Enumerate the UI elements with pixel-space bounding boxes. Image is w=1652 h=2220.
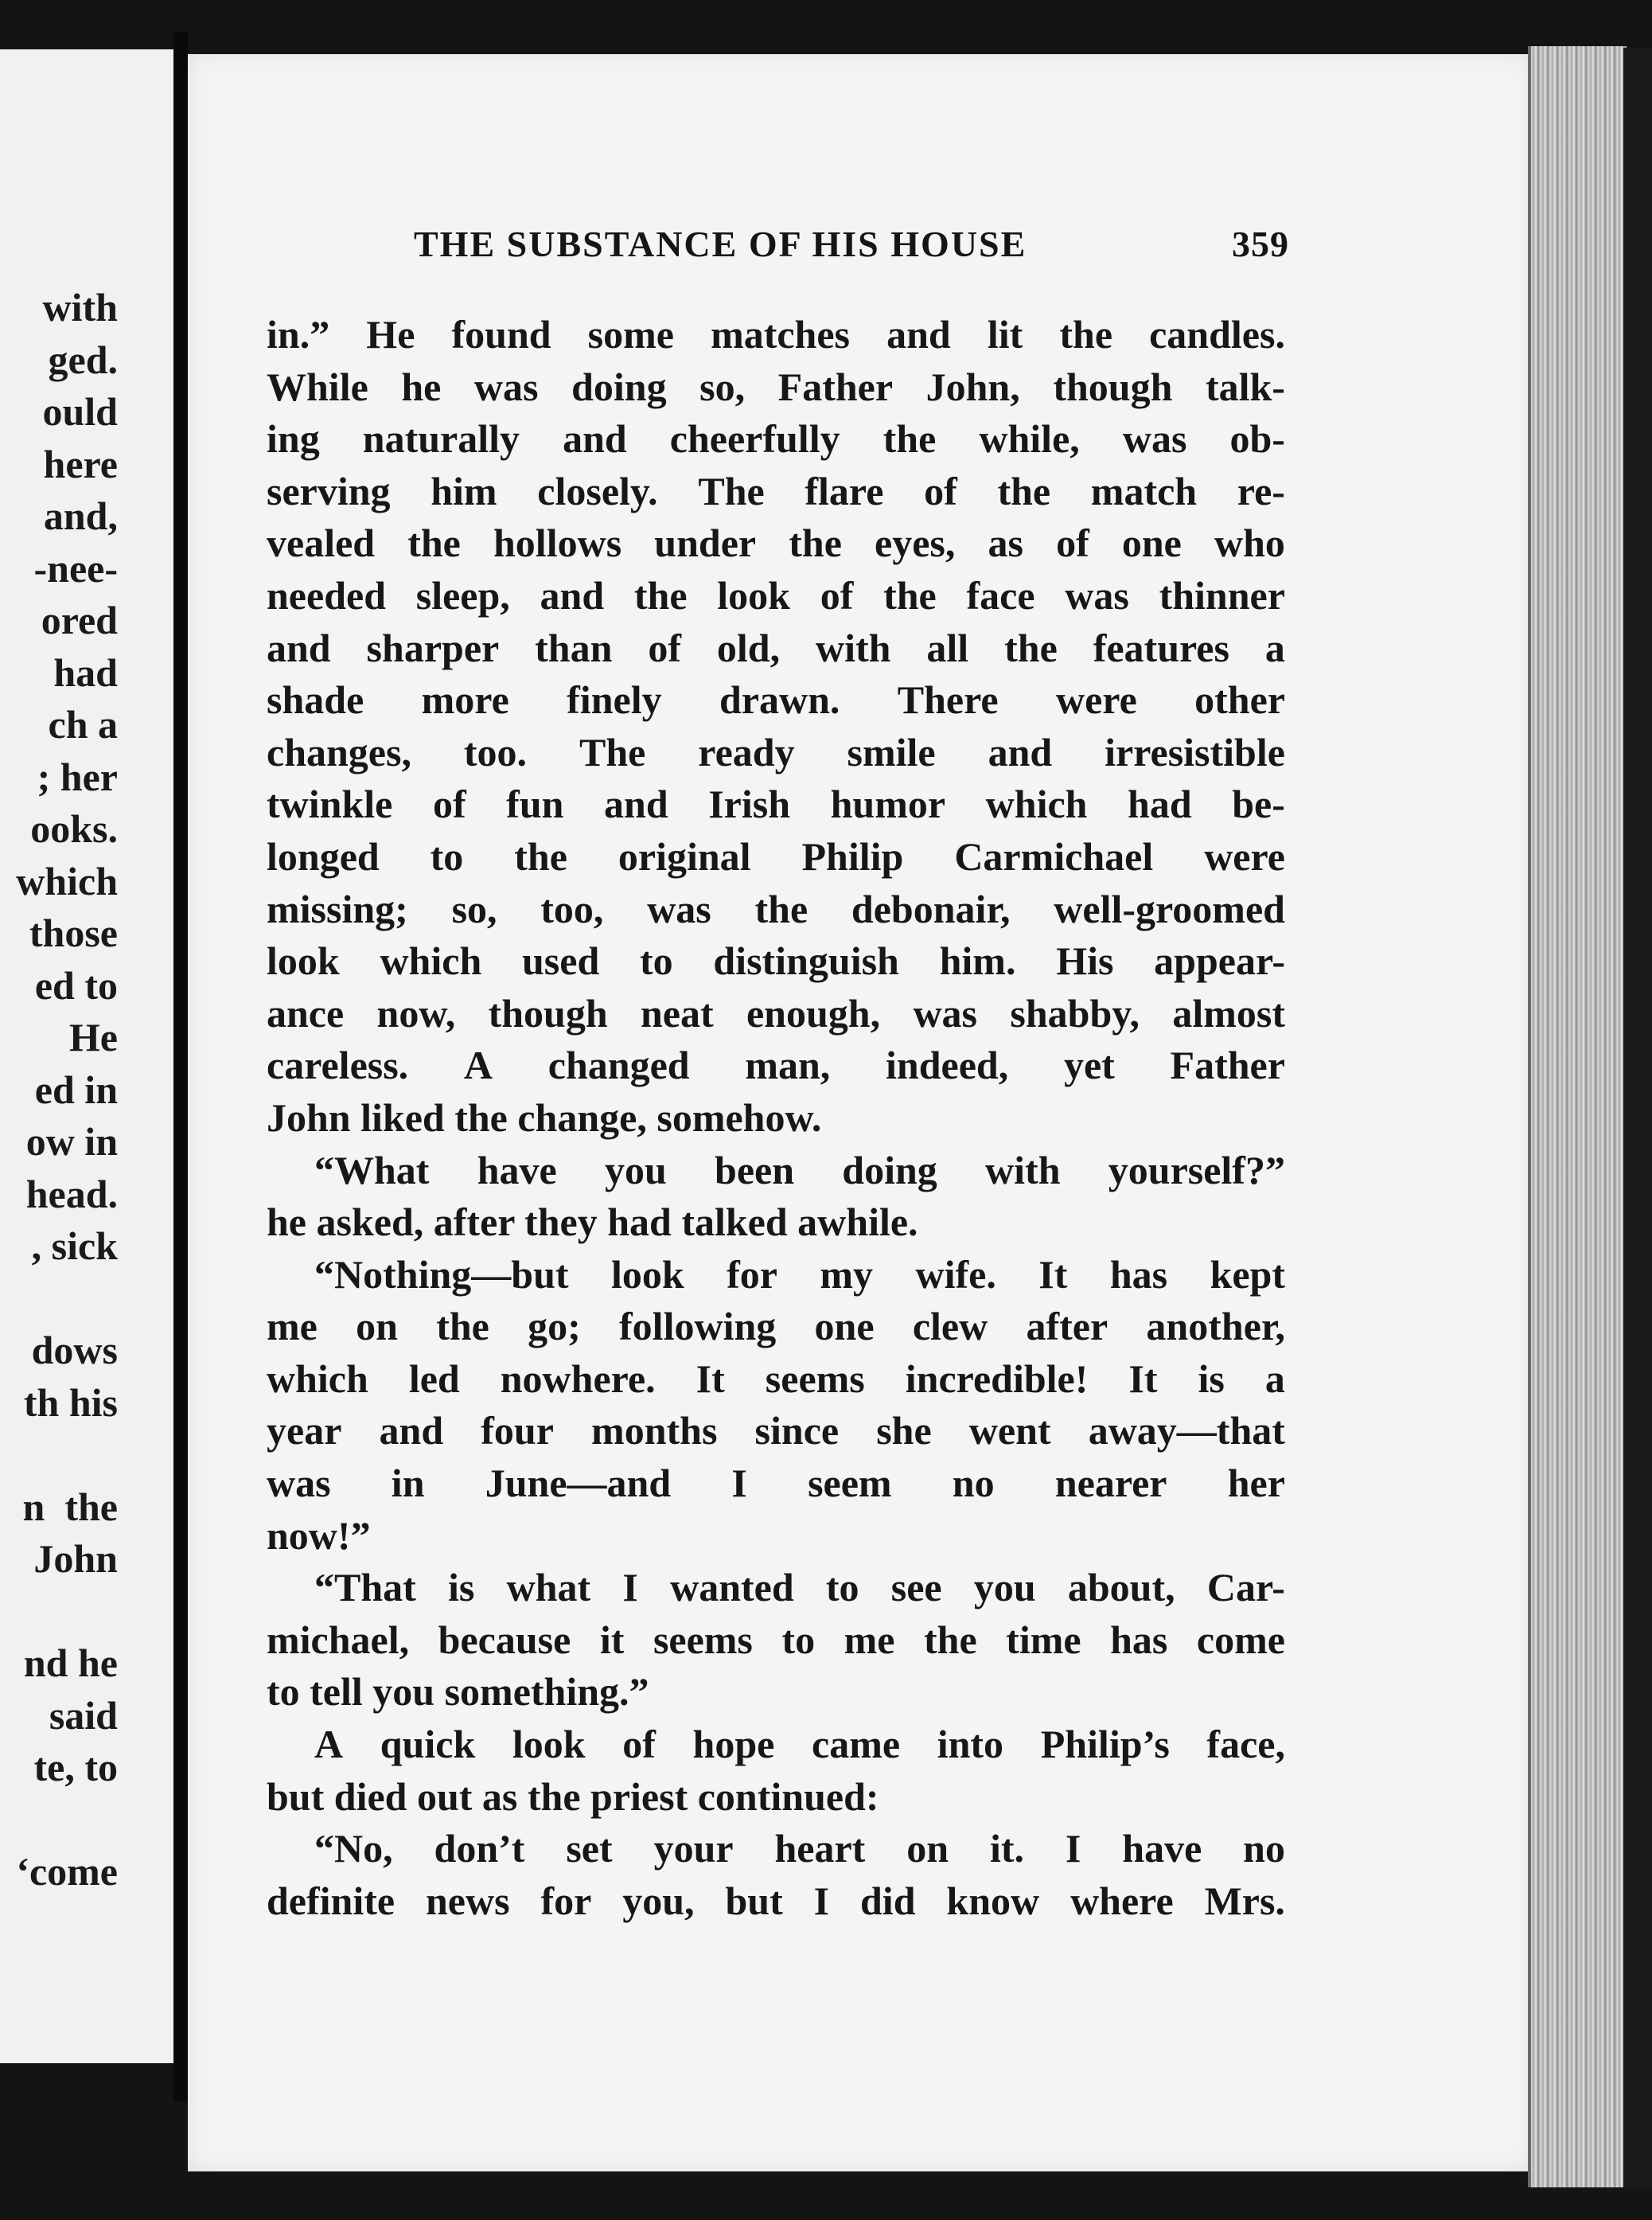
word: is: [1198, 1356, 1225, 1401]
word: found: [451, 312, 551, 357]
word: doing: [571, 364, 667, 409]
text-line: [267, 1249, 1285, 1301]
word: It: [695, 1356, 725, 1401]
word: the: [923, 1617, 977, 1662]
word: following: [619, 1304, 777, 1349]
word: sleep,: [415, 572, 510, 618]
facing-page-line: -nee-: [33, 545, 118, 591]
word: me: [267, 1304, 318, 1349]
facing-page-line: ‘come: [16, 1849, 118, 1894]
word: John,: [925, 364, 1020, 409]
facing-page-line: those: [29, 911, 118, 955]
text-line: John liked the change, somehow.: [267, 1094, 822, 1140]
word: appear-: [1154, 938, 1285, 984]
word: eyes,: [875, 521, 956, 566]
word: though: [1053, 364, 1173, 409]
word: hope: [692, 1722, 775, 1767]
page-number: 359: [1232, 224, 1289, 264]
word: don’t: [434, 1826, 525, 1871]
word: “Nothing—but: [314, 1251, 569, 1297]
word: have: [1122, 1826, 1202, 1871]
facing-page-line: [16, 1586, 118, 1638]
word: look: [717, 572, 790, 618]
word: Irish: [708, 782, 791, 827]
word: match: [1090, 468, 1198, 513]
word: him.: [939, 938, 1016, 984]
word: no: [1243, 1826, 1285, 1871]
word: on: [906, 1826, 949, 1871]
text-line: [267, 935, 1285, 988]
word: features: [1093, 625, 1229, 670]
word: because: [438, 1617, 571, 1662]
word: did: [860, 1878, 916, 1923]
facing-page-line: te, to: [33, 1745, 118, 1789]
word: well-groomed: [1054, 886, 1285, 931]
word: lit: [987, 312, 1023, 357]
word: in: [391, 1461, 425, 1506]
word: who: [1214, 521, 1285, 566]
word: incredible!: [905, 1356, 1089, 1401]
word: led: [408, 1356, 460, 1401]
word: wanted: [670, 1565, 794, 1610]
text-line: he asked, after they had talked awhile.: [267, 1200, 918, 1245]
word: and: [563, 416, 627, 462]
word: your: [653, 1826, 734, 1871]
word: He: [366, 312, 415, 357]
word: The: [698, 468, 765, 513]
word: flare: [805, 468, 884, 513]
word: There: [897, 677, 999, 723]
word: as: [988, 521, 1023, 566]
facing-page-line: [16, 1794, 118, 1847]
facing-page-line: ed in: [34, 1067, 118, 1112]
facing-page-line: [16, 1429, 118, 1481]
word: year: [267, 1408, 342, 1453]
word: now,: [376, 990, 456, 1036]
word: the: [407, 521, 461, 566]
page-block-edge: [1528, 46, 1627, 2187]
word: sharper: [366, 625, 500, 670]
word: were: [1055, 677, 1137, 723]
word: While: [267, 364, 368, 409]
word: has: [1109, 1251, 1168, 1297]
word: irresistible: [1105, 729, 1285, 774]
word: my: [820, 1251, 874, 1297]
text-line: [267, 674, 1285, 727]
text-line: [267, 1040, 1285, 1092]
word: definite: [267, 1878, 395, 1923]
word: of: [820, 572, 854, 618]
word: what: [506, 1565, 591, 1610]
text-line: [267, 1719, 1285, 1771]
word: the: [633, 572, 688, 618]
text-line: [267, 466, 1285, 518]
word: had: [1128, 782, 1192, 827]
word: the: [1004, 625, 1058, 670]
word: on: [356, 1304, 398, 1349]
text-line: [267, 727, 1285, 779]
text-line: [267, 1875, 1285, 1928]
word: seem: [808, 1461, 892, 1506]
facing-page-line: ; her: [37, 754, 118, 799]
word: months: [591, 1408, 718, 1453]
word: distinguish: [713, 938, 899, 984]
text-line: [267, 1823, 1285, 1875]
word: His: [1056, 938, 1114, 984]
facing-page: [0, 49, 173, 2063]
word: needed: [267, 572, 386, 618]
word: thinner: [1159, 572, 1285, 618]
word: some: [587, 312, 674, 357]
word: Carmichael: [954, 833, 1154, 879]
word: debonair,: [851, 886, 1011, 931]
facing-page-line: which: [16, 858, 118, 903]
word: the: [436, 1304, 489, 1349]
word: Mrs.: [1204, 1878, 1285, 1923]
facing-page-line: , sick: [31, 1223, 118, 1268]
facing-page-line: head.: [25, 1171, 118, 1216]
word: finely: [567, 677, 662, 723]
word: It: [1038, 1251, 1068, 1297]
word: in.”: [267, 312, 330, 357]
word: A: [463, 1043, 493, 1088]
word: one: [814, 1304, 875, 1349]
facing-page-line: ow in: [25, 1119, 118, 1164]
word: I: [731, 1461, 747, 1506]
facing-page-text: [16, 282, 118, 1898]
word: doing: [842, 1147, 937, 1192]
word: time: [1006, 1617, 1081, 1662]
text-line: [267, 413, 1285, 466]
word: and: [604, 782, 668, 827]
word: you: [604, 1147, 667, 1192]
word: was: [267, 1461, 331, 1506]
word: too.: [463, 729, 528, 774]
word: into: [937, 1722, 1004, 1767]
text-line: [267, 1301, 1285, 1353]
word: heart: [774, 1826, 866, 1871]
word: with: [985, 1147, 1061, 1192]
text-line: but died out as the priest continued:: [267, 1773, 879, 1819]
word: changed: [547, 1043, 690, 1088]
word: it.: [989, 1826, 1024, 1871]
text-line: [267, 570, 1285, 622]
word: The: [579, 729, 646, 774]
word: a: [1264, 625, 1285, 670]
facing-page-line: n the: [22, 1484, 118, 1529]
word: a: [1264, 1356, 1285, 1401]
facing-page-line: ch a: [48, 702, 118, 747]
text-line: [267, 1145, 1285, 1197]
word: smile: [847, 729, 936, 774]
word: and: [379, 1408, 444, 1453]
text-line: [267, 1614, 1285, 1667]
text-line: [267, 309, 1285, 361]
word: was: [913, 990, 978, 1036]
word: the: [514, 833, 567, 879]
word: longed: [267, 833, 380, 879]
word: for: [727, 1251, 777, 1297]
word: after: [1026, 1304, 1108, 1349]
word: seems: [653, 1617, 753, 1662]
word: four: [481, 1408, 554, 1453]
word: missing;: [267, 886, 408, 931]
text-line: [267, 1457, 1285, 1510]
facing-page-line: dows: [31, 1328, 118, 1372]
word: talk-: [1205, 364, 1285, 409]
word: too,: [540, 886, 604, 931]
word: ob-: [1229, 416, 1285, 462]
facing-page-line: ed to: [34, 962, 118, 1008]
word: humor: [830, 782, 946, 827]
word: yourself?”: [1108, 1147, 1285, 1192]
facing-page-line: ooks.: [30, 806, 118, 851]
word: re-: [1237, 468, 1285, 513]
word: and: [267, 625, 331, 670]
word: him: [431, 468, 497, 513]
word: vealed: [267, 521, 376, 566]
word: which: [985, 782, 1088, 827]
text-line: [267, 778, 1285, 831]
word: was: [647, 886, 711, 931]
word: clew: [912, 1304, 988, 1349]
word: cheerfully: [669, 416, 840, 462]
word: be-: [1232, 782, 1285, 827]
word: changes,: [267, 729, 411, 774]
word: candles.: [1149, 312, 1285, 357]
word: seems: [765, 1356, 865, 1401]
word: of: [924, 468, 957, 513]
word: and: [988, 729, 1053, 774]
facing-page-line: had: [53, 650, 118, 695]
word: look: [267, 938, 340, 984]
word: “No,: [314, 1826, 393, 1871]
word: since: [754, 1408, 840, 1453]
word: of: [622, 1722, 656, 1767]
word: matches: [711, 312, 851, 357]
word: of: [648, 625, 681, 670]
word: neat: [640, 990, 714, 1036]
word: I: [622, 1565, 638, 1610]
word: one: [1121, 521, 1182, 566]
word: I: [813, 1878, 830, 1923]
word: to: [430, 833, 464, 879]
word: her: [1227, 1461, 1285, 1506]
word: have: [477, 1147, 557, 1192]
facing-page-line: said: [49, 1692, 118, 1738]
word: twinkle: [267, 782, 393, 827]
word: It: [1128, 1356, 1158, 1401]
word: other: [1194, 677, 1285, 723]
word: been: [715, 1147, 795, 1192]
text-line: [267, 831, 1285, 884]
word: you,: [622, 1878, 695, 1923]
word: more: [421, 677, 509, 723]
word: know: [946, 1878, 1040, 1923]
word: which: [380, 938, 482, 984]
word: the: [882, 416, 937, 462]
word: of: [432, 782, 466, 827]
word: naturally: [362, 416, 520, 462]
word: Father: [777, 364, 894, 409]
facing-page-line: ored: [41, 598, 118, 642]
facing-page-line: He: [68, 1015, 118, 1059]
word: to: [781, 1617, 816, 1662]
word: while,: [979, 416, 1080, 462]
text-line: [267, 884, 1285, 936]
text-line: [267, 1353, 1285, 1406]
facing-page-line: with: [42, 285, 118, 330]
word: away—that: [1088, 1408, 1285, 1453]
word: with: [816, 625, 891, 670]
word: wife.: [915, 1251, 996, 1297]
word: set: [566, 1826, 613, 1871]
word: serving: [267, 468, 391, 513]
word: of: [1056, 521, 1089, 566]
word: the: [883, 572, 937, 618]
text-line: [267, 361, 1285, 414]
text-line: [267, 1405, 1285, 1457]
word: nowhere.: [500, 1356, 656, 1401]
word: is: [448, 1565, 475, 1610]
word: she: [876, 1408, 932, 1453]
facing-page-line: ged.: [48, 337, 118, 382]
word: and: [886, 312, 951, 357]
body-text: [267, 309, 1285, 1927]
word: so,: [699, 364, 746, 409]
word: kept: [1210, 1251, 1285, 1297]
book-gutter: [173, 32, 188, 2101]
word: indeed,: [886, 1043, 1009, 1088]
word: than: [535, 625, 613, 670]
word: the: [789, 521, 842, 566]
word: went: [968, 1408, 1051, 1453]
word: was: [473, 364, 539, 409]
edge-shadow: [1623, 48, 1652, 2189]
facing-page-line: ould: [42, 389, 118, 434]
word: June—and: [485, 1461, 672, 1506]
word: to: [825, 1565, 859, 1610]
word: about,: [1067, 1565, 1175, 1610]
word: were: [1204, 833, 1285, 879]
text-line: to tell you something.”: [267, 1669, 649, 1715]
word: “That: [314, 1565, 416, 1610]
word: came: [812, 1722, 901, 1767]
word: for: [540, 1878, 592, 1923]
word: look: [512, 1722, 586, 1767]
word: yet: [1063, 1043, 1115, 1088]
facing-page-line: and,: [43, 494, 118, 538]
word: was: [1065, 572, 1129, 618]
word: come: [1196, 1617, 1285, 1662]
word: shabby,: [1010, 990, 1140, 1036]
word: enough,: [746, 990, 881, 1036]
word: the: [997, 468, 1051, 513]
text-line: [267, 622, 1285, 675]
word: though: [488, 990, 608, 1036]
word: he: [401, 364, 442, 409]
word: see: [890, 1565, 942, 1610]
word: ing: [267, 416, 320, 462]
word: another,: [1146, 1304, 1285, 1349]
word: closely.: [537, 468, 658, 513]
word: was: [1122, 416, 1187, 462]
word: to: [639, 938, 673, 984]
word: I: [1065, 1826, 1081, 1871]
facing-page-line: nd he: [23, 1641, 118, 1685]
word: fun: [506, 782, 564, 827]
word: where: [1070, 1878, 1174, 1923]
word: you: [973, 1565, 1036, 1610]
word: ance: [267, 990, 345, 1036]
facing-page-line: here: [43, 441, 118, 486]
word: shade: [267, 677, 364, 723]
word: drawn.: [719, 677, 840, 723]
word: the: [754, 886, 808, 931]
facing-page-line: [16, 1273, 118, 1325]
word: it: [599, 1617, 625, 1662]
word: old,: [716, 625, 781, 670]
word: almost: [1172, 990, 1285, 1036]
word: the: [1059, 312, 1113, 357]
word: used: [521, 938, 600, 984]
word: A: [314, 1722, 344, 1767]
word: michael,: [267, 1617, 410, 1662]
word: Car-: [1206, 1565, 1285, 1610]
text-line: [267, 517, 1285, 570]
facing-page-line: John: [33, 1536, 118, 1581]
word: no: [952, 1461, 995, 1506]
word: original: [618, 833, 751, 879]
word: which: [267, 1356, 368, 1401]
word: ready: [698, 729, 795, 774]
word: face,: [1206, 1722, 1285, 1767]
word: hollows: [493, 521, 622, 566]
word: all: [926, 625, 969, 670]
word: quick: [380, 1722, 476, 1767]
text-line: [267, 1562, 1285, 1614]
text-line: now!”: [267, 1512, 371, 1558]
word: “What: [314, 1147, 430, 1192]
facing-page-line: th his: [23, 1379, 118, 1425]
running-title: THE SUBSTANCE OF HIS HOUSE: [414, 224, 1027, 264]
word: has: [1110, 1617, 1168, 1662]
word: man,: [745, 1043, 831, 1088]
word: Philip: [801, 833, 904, 879]
word: face: [966, 572, 1035, 618]
word: but: [725, 1878, 783, 1923]
word: news: [426, 1878, 510, 1923]
word: careless.: [267, 1043, 409, 1088]
word: look: [610, 1251, 684, 1297]
word: Father: [1170, 1043, 1285, 1088]
word: so,: [451, 886, 497, 931]
running-head: [414, 223, 1289, 265]
word: Philip’s: [1040, 1722, 1170, 1767]
word: me: [844, 1617, 895, 1662]
word: nearer: [1054, 1461, 1167, 1506]
word: under: [654, 521, 757, 566]
word: go;: [528, 1304, 581, 1349]
text-line: [267, 988, 1285, 1040]
word: and: [540, 572, 605, 618]
